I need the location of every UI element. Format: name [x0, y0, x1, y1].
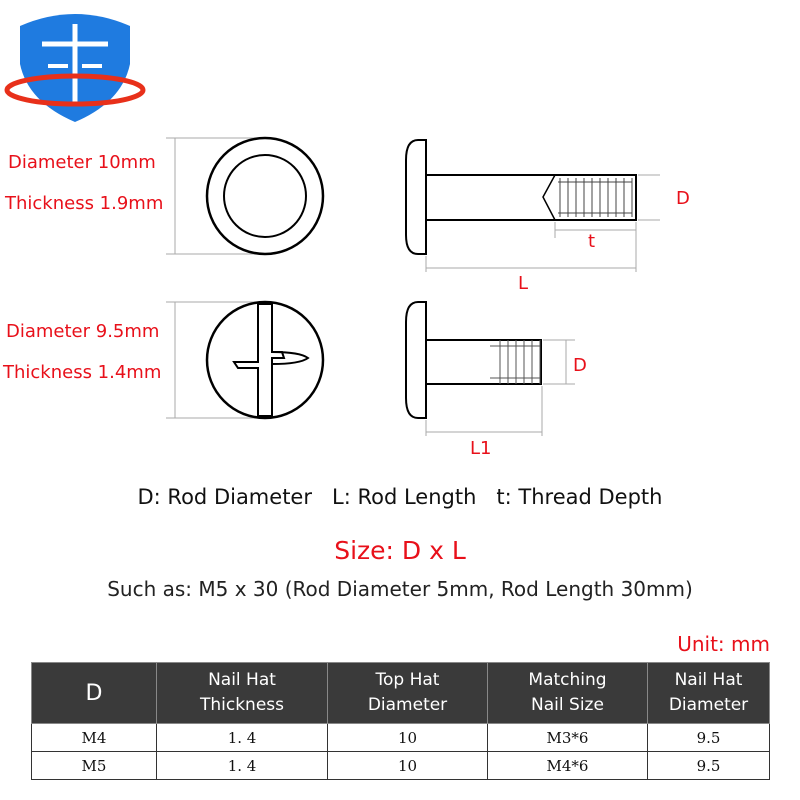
thickness-label-1: Thickness 1.9mm [5, 193, 164, 214]
table-cell: M4 [32, 724, 157, 752]
header-matching-nail-size [488, 663, 648, 724]
dimension-legend: D: Rod Diameter L: Rod Length t: Thread Depth [137, 485, 663, 509]
diameter-label-1: Diameter 10mm [8, 152, 156, 173]
header-line: Nail Hat Diameter [668, 670, 749, 715]
table-row [32, 752, 770, 780]
table-row [32, 724, 770, 752]
table-cell: 10 [328, 752, 488, 780]
size-example: Such as: M5 x 30 (Rod Diameter 5mm, Rod Length 30mm) [107, 577, 693, 601]
header-line: Top Hat Diameter [367, 670, 448, 715]
header-d: D [32, 663, 157, 724]
table-cell: M4*6 [488, 752, 648, 780]
table-cell: 10 [328, 724, 488, 752]
shield-logo [0, 4, 150, 124]
table-cell: M3*6 [488, 724, 648, 752]
header-top-hat-diameter [328, 663, 488, 724]
table-cell: 9.5 [648, 724, 770, 752]
head-top-view-1 [160, 130, 370, 260]
diameter-label-2: Diameter 9.5mm [6, 321, 160, 342]
header-line: Matching Nail Size [528, 670, 607, 715]
table-cell: 1. 4 [157, 724, 328, 752]
table-cell: 9.5 [648, 752, 770, 780]
t-dimension: t [588, 231, 596, 252]
thickness-label-2: Thickness 1.4mm [3, 362, 162, 383]
d-dimension-2: D [573, 355, 587, 376]
l-dimension: L [518, 273, 529, 294]
header-line: Nail Hat Thickness [199, 670, 285, 715]
screw-side-view-2 [400, 298, 600, 438]
table-cell: M5 [32, 752, 157, 780]
header-nail-hat-thickness [157, 663, 328, 724]
size-title: Size: D x L [334, 536, 466, 565]
header-nail-hat-diameter [648, 663, 770, 724]
d-dimension-1: D [676, 188, 690, 209]
spec-table [31, 662, 770, 780]
head-top-view-2 [160, 296, 370, 426]
l1-dimension: L1 [470, 438, 492, 459]
screw-side-view-1 [400, 130, 660, 275]
table-cell: 1. 4 [157, 752, 328, 780]
unit-label: Unit: mm [677, 632, 770, 656]
table-header-row [32, 663, 770, 724]
